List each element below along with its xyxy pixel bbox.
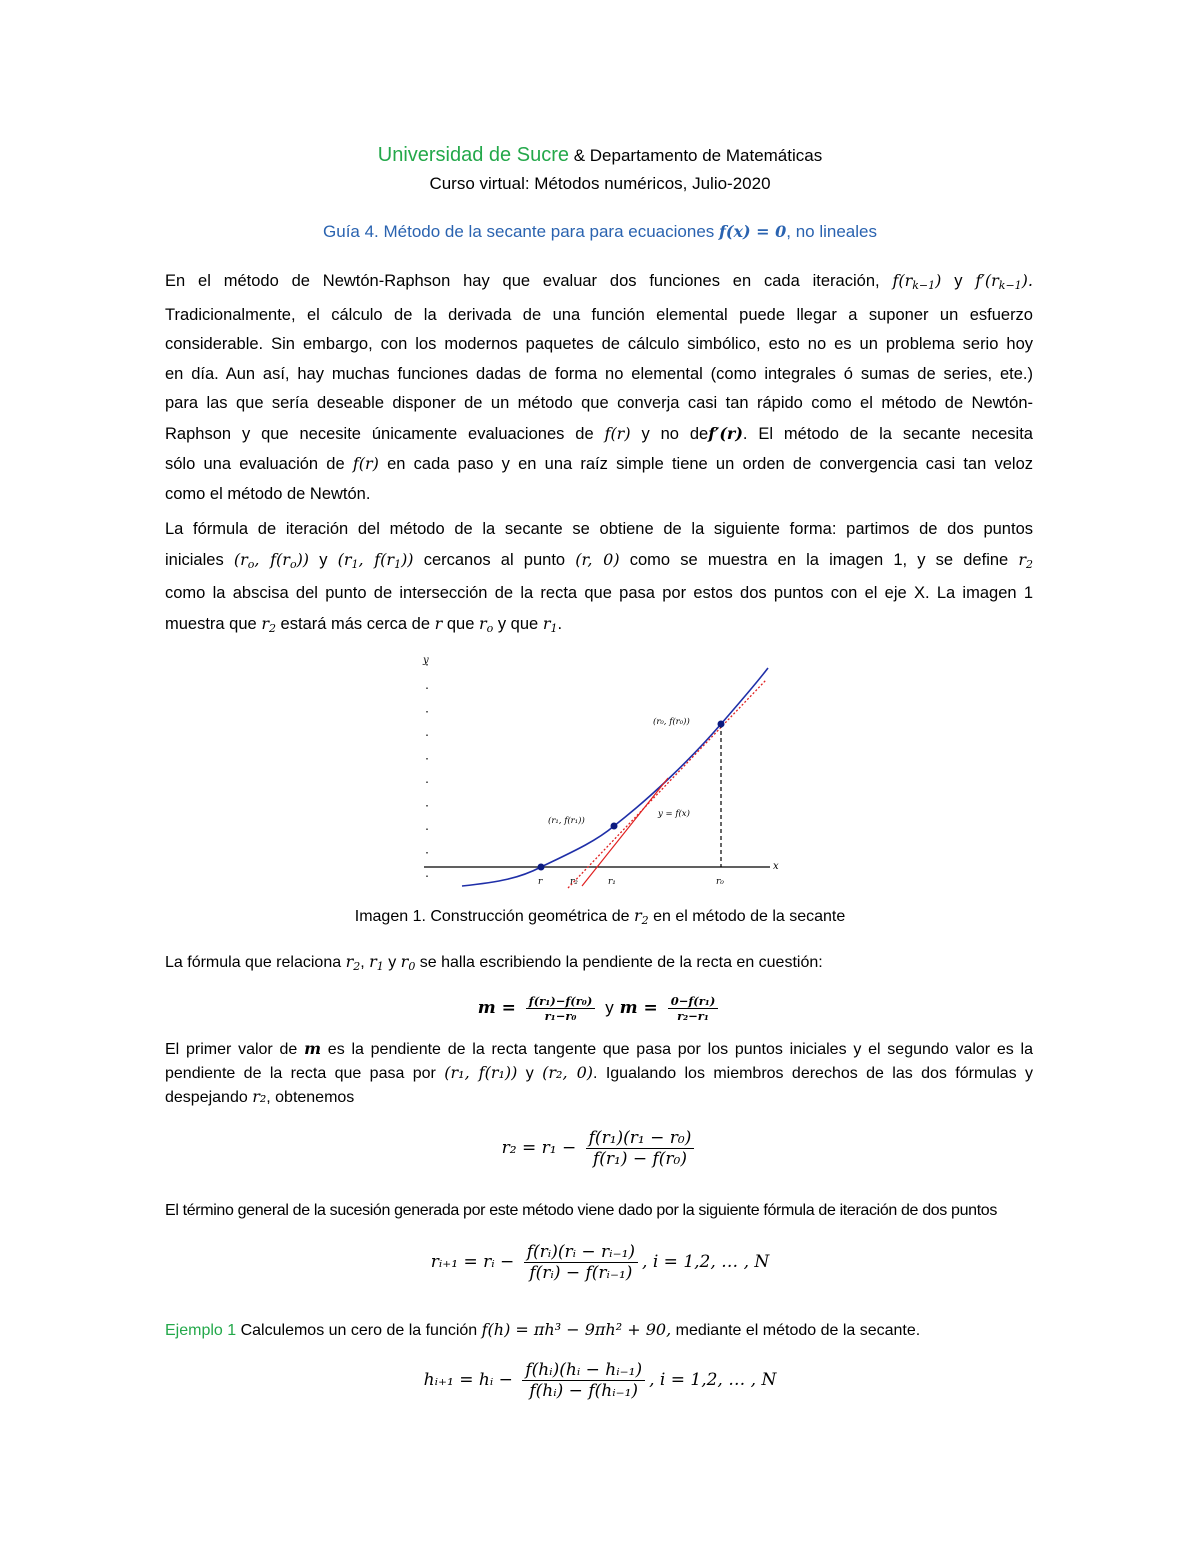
- para2-line1: La fórmula de iteración del método de la secante se obtiene de la siguiente forma: partimos de dos puntos: [165, 520, 1033, 538]
- paragraph-relation: La fórmula que relaciona $r_2$, $r_1$ y $r_0$ se halla escribiendo la pendiente de la recta en cuestión:: [165, 952, 823, 973]
- secant-line: [568, 680, 766, 888]
- equation-r2: r₂ = r₁ − $\frac{\text{f(r₁)(r₁ − r₀)}}{\text{f(r₁) − f(r₀)}}$: [0, 1128, 1200, 1169]
- math-fprime-rk1: $f'(r_{k-1})$.: [975, 271, 1033, 292]
- example-1: Ejemplo 1 Calculemos un cero de la función f(h) = πh³ − 9πh² + 90, mediante el método de la secante.: [165, 1320, 921, 1339]
- university-name: Universidad de Sucre: [377, 144, 569, 166]
- paragraph-formula: La fórmula de iteración del método de la secante se obtiene de la siguiente forma: partimos de dos puntos iniciales ($r_o$, $f(r_o)$) y ($r_1$, $f(r_1)$) cercanos al punto (r, 0) como se muestra en la imagen 1, y se define $r_2$ como la abscisa del punto de intersección de la recta que pasa por estos dos puntos con el eje X. La imagen 1 muestra que $r_2$ estará más cerca de r que $r_o$ y que $r_1$.: [165, 515, 1033, 643]
- header-title: [0, 144, 1200, 167]
- label-point-r1: (r₁, f(r₁)): [548, 816, 585, 826]
- para1-line3: considerable. Sin embargo, con los modernos paquetes de cálculo simbólico, esto no es un problema serio hoy: [165, 335, 1033, 353]
- tick-label-r: r: [538, 877, 543, 887]
- guide-equation: f(x) = 0: [719, 222, 787, 241]
- math-f-rk1: $f(r_{k-1})$: [892, 271, 942, 292]
- y-axis-label: y: [423, 655, 429, 666]
- para1-line5: para las que sería deseable disponer de un método que converja casi tan rápido como el método de Newtón-: [165, 394, 1033, 412]
- para1-line4: en día. Aun así, hay muchas funciones dadas de forma no elemental (como integrales ó sumas de series, ete.): [165, 364, 1033, 383]
- para1-line1: En el método de Newtón-Raphson hay que evaluar dos funciones en cada iteración,: [165, 272, 880, 290]
- label-curve: y = f(x): [658, 809, 690, 819]
- department-name: & Departamento de Matemáticas: [568, 146, 823, 165]
- tick-label-r2: r₂: [570, 877, 578, 887]
- equation-iteration-h: hᵢ₊₁ = hᵢ − $\frac{\text{f(hᵢ)(hᵢ − hᵢ₋₁)}}{\text{f(hᵢ) − f(hᵢ₋₁)}}$ , i = 1,2, … , N: [423, 1360, 777, 1401]
- example-function: f(h) = πh³ − 9πh² + 90,: [481, 1320, 672, 1339]
- guide-suffix: , no lineales: [786, 222, 877, 241]
- point-r0: [718, 721, 725, 728]
- point-r1: [611, 823, 618, 830]
- paragraph-slopes: El primer valor de m es la pendiente de la recta tangente que pasa por los puntos iniciales y el segundo valor es la pendiente de la recta que pasa por (r₁, f(r₁)) y (r₂, 0). Igualando los miembros derechos de las dos fórmulas y despejando r₂, obtenemos: [165, 1039, 1034, 1106]
- guide-prefix: Guía 4. Método de la secante para para ecuaciones: [323, 222, 719, 241]
- tangent-segment: [582, 778, 668, 886]
- paragraph-general-term: El término general de la sucesión generada por este método viene dado por la siguiente fórmula de iteración de dos puntos: [165, 1202, 997, 1219]
- equation-iteration-r: rᵢ₊₁ = rᵢ − $\frac{\text{f(rᵢ)(rᵢ − rᵢ₋₁)}}{\text{f(rᵢ) − f(rᵢ₋₁)}}$ , i = 1,2, … , N: [430, 1242, 770, 1283]
- tick-label-r1: r₁: [608, 877, 616, 887]
- equation-slopes: m = $\frac{\text{f(r₁)−f(r₀)}}{\text{r₁−r₀}}$ y m = $\frac{\text{0−f(r₁)}}{\text{r₂−r₁}}$: [0, 994, 1200, 1023]
- figure-caption: Imagen 1. Construcción geométrica de $r_2$ en el método de la secante: [354, 906, 846, 927]
- label-point-r0: (r₀, f(r₀)): [653, 717, 690, 727]
- secant-figure: [410, 650, 790, 892]
- para1-line2: Tradicionalmente, el cálculo de la derivada de una función elemental puede llegar a suponer un esfuerzo: [165, 305, 1033, 324]
- guide-title: [0, 222, 1200, 242]
- tick-label-r0: r₀: [716, 877, 724, 887]
- root-point: [538, 864, 545, 871]
- x-axis-label: x: [773, 861, 779, 872]
- paragraph-intro: En el método de Newtón-Raphson hay que evaluar dos funciones en cada iteración, $f(r_{k-1})$ y $f'(r_{k-1})$. Tradicionalmente, el cálculo de la derivada de una función elemental puede llegar a suponer un esfuerzo considerable. Sin embargo, con los modernos paquetes de cálculo simbólico, esto no es un problema serio hoy en día. Aun así, hay muchas funciones dadas de forma no elemental (como integrales ó sumas de series, ete.) para las que sería deseable disponer de un método que converja casi tan rápido como el método de Newtón- Raphson y que necesite únicamente evaluaciones de f(r) y no def′(r). El método de la secante necesita sólo una evaluación de f(r) en cada paso y en una raíz simple tiene un orden de convergencia casi tan veloz como el método de Newtón.: [165, 266, 1033, 509]
- course-line: Curso virtual: Métodos numéricos, Julio-2020: [429, 174, 771, 193]
- para1-line8: como el método de Newtón.: [165, 484, 371, 503]
- para2-line3: como la abscisa del punto de intersección de la recta que pasa por estos dos puntos con el eje X. La imagen 1: [165, 584, 1033, 602]
- function-curve: [462, 668, 768, 886]
- example-label: Ejemplo 1: [165, 1322, 237, 1339]
